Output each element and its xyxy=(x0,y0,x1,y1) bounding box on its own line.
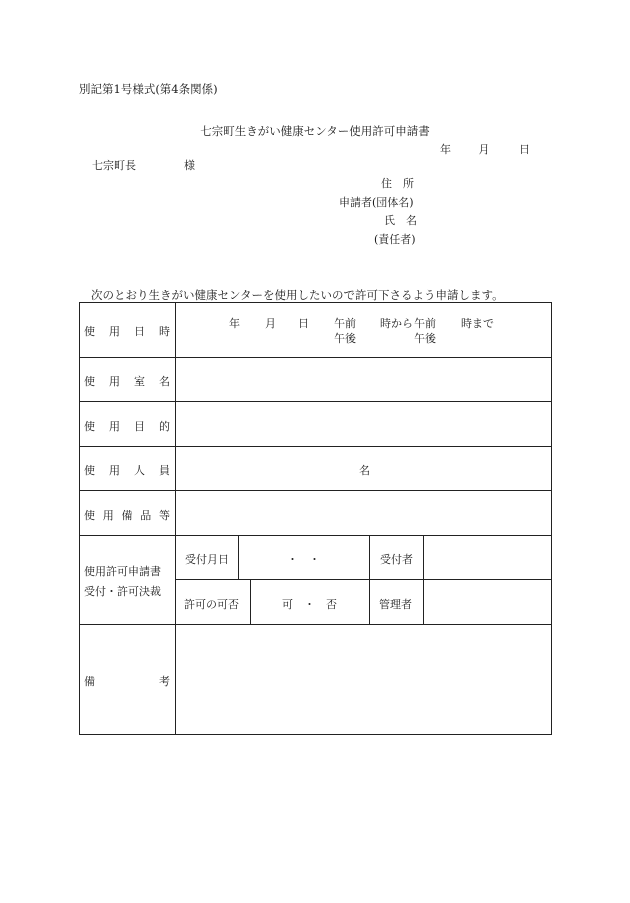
date-month-label: 月 xyxy=(478,143,490,156)
room-label: 使 用 室 名 xyxy=(84,375,170,388)
usage-datetime-label: 使 用 日 時 xyxy=(84,325,170,338)
usage-year-label: 年 xyxy=(229,317,240,330)
column-divider xyxy=(423,535,424,624)
column-divider xyxy=(369,579,370,624)
column-divider xyxy=(250,579,251,624)
people-label: 使 用 人 員 xyxy=(84,464,170,477)
row-divider xyxy=(175,579,552,580)
usage-from-label: 時から xyxy=(380,317,413,330)
usage-start-am: 午前 xyxy=(334,317,356,330)
date-day-label: 日 xyxy=(519,143,530,156)
column-divider xyxy=(369,535,370,579)
addressee xyxy=(92,157,195,173)
applicant-label: 申請者(団体名) xyxy=(339,196,414,209)
receiver-label: 受付者 xyxy=(380,553,413,566)
addressee-honorific: 様 xyxy=(184,159,195,172)
permit-label: 許可の可否 xyxy=(184,598,239,611)
document-title: 七宗町生きがい健康センター使用許可申請書 xyxy=(200,124,430,138)
column-divider xyxy=(238,535,239,579)
row-divider xyxy=(79,624,552,625)
approval-label-line1: 使用許可申請書 xyxy=(84,565,161,578)
row-divider xyxy=(79,401,552,402)
received-date-value: ・ ・ xyxy=(287,553,320,566)
request-statement: 次のとおり生きがい健康センターを使用したいので許可下さるよう申請します。 xyxy=(91,288,504,302)
purpose-label: 使 用 目 的 xyxy=(84,420,170,433)
usage-end-am: 午前 xyxy=(414,317,436,330)
manager-label: 管理者 xyxy=(379,598,412,611)
row-divider xyxy=(79,446,552,447)
usage-until-label: 時まで xyxy=(461,317,494,330)
usage-month-label: 月 xyxy=(265,317,276,330)
usage-end-pm: 午後 xyxy=(414,332,436,345)
responsible-label: (責任者) xyxy=(374,233,416,246)
equipment-label: 使 用 備 品 等 xyxy=(84,509,170,522)
received-date-label: 受付月日 xyxy=(185,553,229,566)
approval-label-line2: 受付・許可決裁 xyxy=(84,585,161,598)
usage-day-label: 日 xyxy=(298,317,309,330)
row-divider xyxy=(79,535,552,536)
label-column-divider xyxy=(175,302,176,735)
addressee-name: 七宗町長 xyxy=(92,159,136,172)
date-year-label: 年 xyxy=(440,143,451,156)
row-divider xyxy=(79,357,552,358)
permit-value: 可 ・ 否 xyxy=(282,598,337,611)
address-label: 住 所 xyxy=(381,177,414,190)
form-reference: 別記第1号様式(第4条関係) xyxy=(79,82,218,96)
remarks-label: 備 考 xyxy=(84,675,170,688)
row-divider xyxy=(79,490,552,491)
usage-start-pm: 午後 xyxy=(334,332,356,345)
people-unit: 名 xyxy=(359,464,370,477)
date-line xyxy=(440,141,530,157)
name-label: 氏 名 xyxy=(384,214,417,227)
